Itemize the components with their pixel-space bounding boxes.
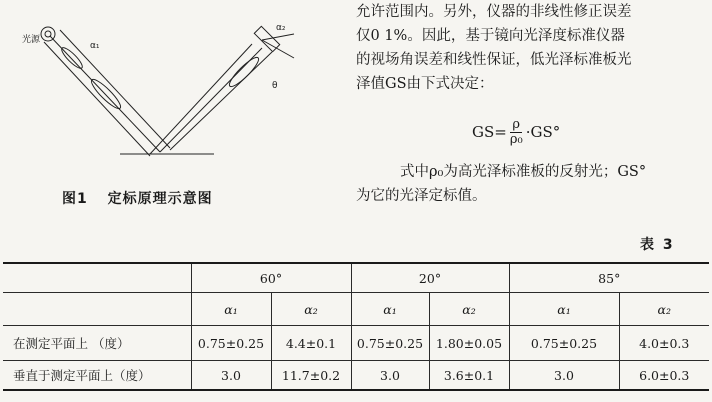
- angle-label-1: α₁: [90, 41, 100, 51]
- subhead-alpha2: α₂: [619, 293, 709, 326]
- table-header-row: [3, 263, 709, 293]
- angle-tolerance-table: [3, 262, 709, 391]
- figure-caption-text: 定标原理示意图: [107, 191, 213, 207]
- angle-label-2: α₂: [276, 23, 286, 33]
- text-line: 式中ρ₀为高光泽标准板的反射光；GS°: [400, 164, 647, 180]
- text-line: 为它的光泽定标值。: [356, 188, 487, 204]
- paragraph-upper: [356, 0, 632, 96]
- table-cell: 6.0±0.3: [619, 361, 709, 391]
- table-subheader-row: [3, 293, 709, 326]
- angle-header-20: 20°: [351, 263, 509, 293]
- table-cell: 3.0: [509, 361, 619, 391]
- table-cell: 11.7±0.2: [271, 361, 351, 391]
- text-line: 泽值GS由下式决定：: [356, 76, 494, 92]
- table-cell: 4.4±0.1: [271, 326, 351, 361]
- table-cell: 3.6±0.1: [429, 361, 509, 391]
- table-corner: [3, 293, 191, 326]
- subhead-alpha2: α₂: [429, 293, 509, 326]
- paragraph-lower: [356, 160, 646, 208]
- subhead-alpha1: α₁: [351, 293, 429, 326]
- table-cell: 3.0: [191, 361, 271, 391]
- subhead-alpha2: α₂: [271, 293, 351, 326]
- table-cell: 0.75±0.25: [351, 326, 429, 361]
- table-cell: 0.75±0.25: [191, 326, 271, 361]
- formula-left: GS=: [472, 123, 507, 141]
- gloss-formula: [472, 112, 560, 152]
- figure-caption: [62, 188, 213, 208]
- angle-header-85: 85°: [509, 263, 709, 293]
- table-label: 表 3: [640, 237, 675, 253]
- subhead-alpha1: α₁: [191, 293, 271, 326]
- table-cell: 3.0: [351, 361, 429, 391]
- subhead-alpha1: α₁: [509, 293, 619, 326]
- figure-number: 图1: [62, 191, 88, 207]
- source-label: 光源: [22, 35, 41, 45]
- receiver-lens-icon: [226, 54, 261, 89]
- row-label: 在测定平面上 （度）: [3, 326, 191, 361]
- angle-header-60: 60°: [191, 263, 351, 293]
- text-line: 允许范围内。另外，仪器的非线性修正误差: [356, 4, 632, 20]
- table-row: [3, 361, 709, 391]
- formula-right: ·GS°: [525, 123, 561, 141]
- table-cell: 1.80±0.05: [429, 326, 509, 361]
- row-label: 垂直于测定平面上（度）: [3, 361, 191, 391]
- table-cell: 4.0±0.3: [619, 326, 709, 361]
- table-row: [3, 326, 709, 361]
- calibration-diagram: [0, 0, 300, 175]
- text-line: 仅0 1%。因此，基于镜向光泽度标准仪器: [356, 28, 625, 44]
- formula-denominator: ρ₀: [509, 131, 523, 147]
- table-cell: 0.75±0.25: [509, 326, 619, 361]
- angle-label-3: θ: [272, 81, 278, 91]
- table-corner: [3, 263, 191, 293]
- text-line: 的视场角误差和线性保证，低光泽标准板光: [356, 52, 632, 68]
- formula-numerator: ρ: [512, 116, 521, 132]
- formula-fraction: [510, 118, 523, 147]
